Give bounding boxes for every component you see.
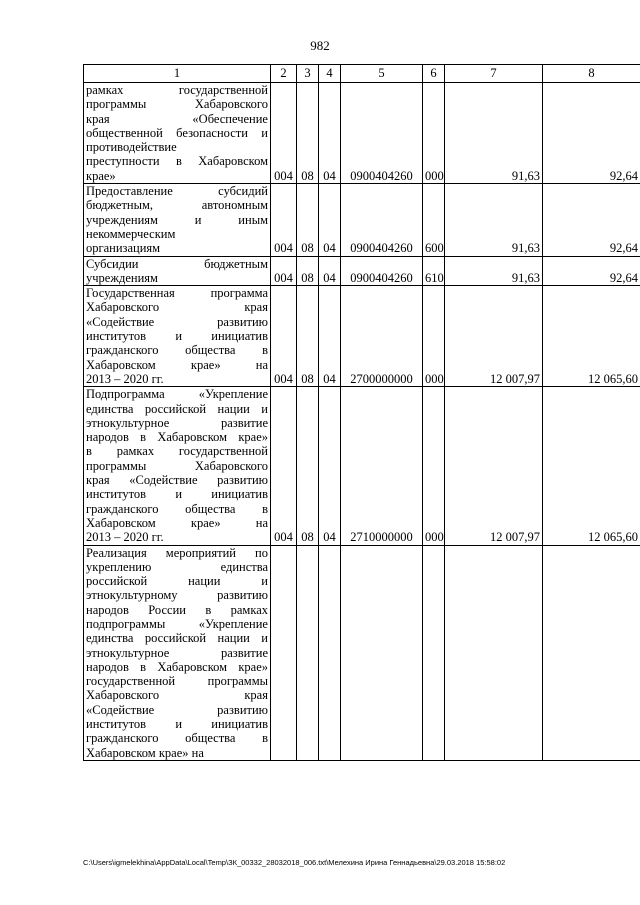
row-name-line: программы Хабаровского: [86, 458, 268, 473]
cell-c8: 12 065,60: [543, 387, 640, 545]
row-name-line: Хабаровском крае» на: [86, 515, 268, 530]
row-name-cell: [84, 83, 271, 184]
column-header: 3: [297, 65, 319, 83]
cell-c8: 12 065,60: [543, 286, 640, 387]
cell-c8: [543, 545, 640, 760]
budget-table: [83, 64, 640, 761]
cell-c3: [297, 545, 319, 760]
file-path-footer: C:\Users\igmelekhina\AppData\Local\Temp\ЗК_00332_28032018_006.txt\Мелехина Ирина Геннадьевна\29.03.2018 15:58:02: [83, 858, 506, 867]
row-name-line: Субсидии бюджетным: [86, 256, 268, 271]
table-row: [84, 286, 640, 387]
cell-c3: 08: [297, 256, 319, 286]
cell-c6: 610: [423, 256, 445, 286]
row-name-cell: [84, 286, 271, 387]
row-name-line: Хабаровского края: [86, 688, 268, 703]
row-name-line: противодействие: [86, 140, 177, 155]
cell-c8: 92,64: [543, 184, 640, 256]
row-name-line: Хабаровском крае» на: [86, 745, 204, 760]
cell-c5: 2700000000: [341, 286, 423, 387]
cell-c5: 2710000000: [341, 387, 423, 545]
column-header: 7: [445, 65, 543, 83]
row-name-line: этнокультурное развитие: [86, 645, 268, 660]
row-name-line: гражданского общества в: [86, 343, 268, 358]
column-header: 1: [84, 65, 271, 83]
row-name-line: общественной безопасности и: [86, 125, 268, 140]
row-name-line: рамках государственной: [86, 83, 268, 97]
row-name-line: в рамках государственной: [86, 444, 268, 459]
cell-c5: 0900404260: [341, 184, 423, 256]
header-row: [84, 65, 640, 83]
row-name-line: государственной программы: [86, 674, 268, 689]
cell-c6: [423, 545, 445, 760]
cell-c2: 004: [271, 387, 297, 545]
cell-c8: 92,64: [543, 83, 640, 184]
table-row: [84, 256, 640, 286]
row-name-line: края «Содействие развитию: [86, 473, 268, 488]
row-name-line: этнокультурному развитию: [86, 588, 268, 603]
row-name-line: гражданского общества в: [86, 501, 268, 516]
row-name-line: Реализация мероприятий по: [86, 545, 268, 560]
row-name-line: края «Обеспечение: [86, 111, 268, 126]
row-name-line: Хабаровского края: [86, 300, 268, 315]
row-name-line: подпрограммы «Укрепление: [86, 616, 268, 631]
cell-c4: 04: [319, 184, 341, 256]
cell-c3: 08: [297, 286, 319, 387]
row-name-line: «Содействие развитию: [86, 314, 268, 329]
cell-c5: [341, 545, 423, 760]
row-name-line: 2013 – 2020 гг.: [86, 371, 164, 386]
cell-c7: [445, 545, 543, 760]
table-row: [84, 545, 640, 760]
row-name-line: 2013 – 2020 гг.: [86, 530, 164, 545]
cell-c5: 0900404260: [341, 256, 423, 286]
row-name-line: народов России в рамках: [86, 602, 268, 617]
row-name-line: народов в Хабаровском крае»: [86, 659, 268, 674]
row-name-line: преступности в Хабаровском: [86, 154, 268, 169]
row-name-line: институтов и инициатив: [86, 717, 268, 732]
cell-c4: 04: [319, 387, 341, 545]
cell-c7: 91,63: [445, 83, 543, 184]
column-header: 2: [271, 65, 297, 83]
cell-c7: 12 007,97: [445, 286, 543, 387]
row-name-cell: [84, 387, 271, 545]
cell-c3: 08: [297, 387, 319, 545]
row-name-line: учреждениям и иным: [86, 212, 268, 227]
row-name-line: институтов и инициатив: [86, 329, 268, 344]
row-name-line: институтов и инициатив: [86, 487, 268, 502]
cell-c4: 04: [319, 256, 341, 286]
cell-c2: [271, 545, 297, 760]
table-row: [84, 184, 640, 256]
row-name-line: организациям: [86, 241, 161, 256]
column-header: 8: [543, 65, 640, 83]
cell-c5: 0900404260: [341, 83, 423, 184]
cell-c6: 000: [423, 387, 445, 545]
cell-c3: 08: [297, 83, 319, 184]
row-name-line: российской нации и: [86, 574, 268, 589]
cell-c2: 004: [271, 256, 297, 286]
row-name-cell: [84, 256, 271, 286]
cell-c2: 004: [271, 83, 297, 184]
row-name-line: укреплению единства: [86, 559, 268, 574]
cell-c4: 04: [319, 286, 341, 387]
cell-c8: 92,64: [543, 256, 640, 286]
row-name-line: некоммерческим: [86, 226, 176, 241]
cell-c6: 000: [423, 286, 445, 387]
cell-c7: 12 007,97: [445, 387, 543, 545]
column-header: 5: [341, 65, 423, 83]
row-name-line: народов в Хабаровском крае»: [86, 430, 268, 445]
page-number: 982: [310, 38, 330, 53]
row-name-line: Подпрограмма «Укрепление: [86, 387, 268, 402]
cell-c3: 08: [297, 184, 319, 256]
cell-c2: 004: [271, 184, 297, 256]
row-name-line: единства российской нации и: [86, 631, 268, 646]
row-name-line: этнокультурное развитие: [86, 415, 268, 430]
row-name-cell: [84, 545, 271, 760]
row-name-line: единства российской нации и: [86, 401, 268, 416]
table-row: [84, 387, 640, 545]
column-header: 6: [423, 65, 445, 83]
cell-c4: [319, 545, 341, 760]
row-name-line: учреждениям: [86, 270, 158, 285]
column-header: 4: [319, 65, 341, 83]
cell-c2: 004: [271, 286, 297, 387]
cell-c7: 91,63: [445, 184, 543, 256]
row-name-line: гражданского общества в: [86, 731, 268, 746]
row-name-line: крае»: [86, 168, 116, 183]
row-name-line: программы Хабаровского: [86, 97, 268, 112]
cell-c4: 04: [319, 83, 341, 184]
row-name-line: «Содействие развитию: [86, 702, 268, 717]
cell-c6: 000: [423, 83, 445, 184]
row-name-line: бюджетным, автономным: [86, 198, 268, 213]
row-name-line: Предоставление субсидий: [86, 184, 268, 199]
cell-c7: 91,63: [445, 256, 543, 286]
cell-c6: 600: [423, 184, 445, 256]
table-row: [84, 83, 640, 184]
row-name-line: Хабаровском крае» на: [86, 357, 268, 372]
row-name-cell: [84, 184, 271, 256]
row-name-line: Государственная программа: [86, 286, 268, 301]
